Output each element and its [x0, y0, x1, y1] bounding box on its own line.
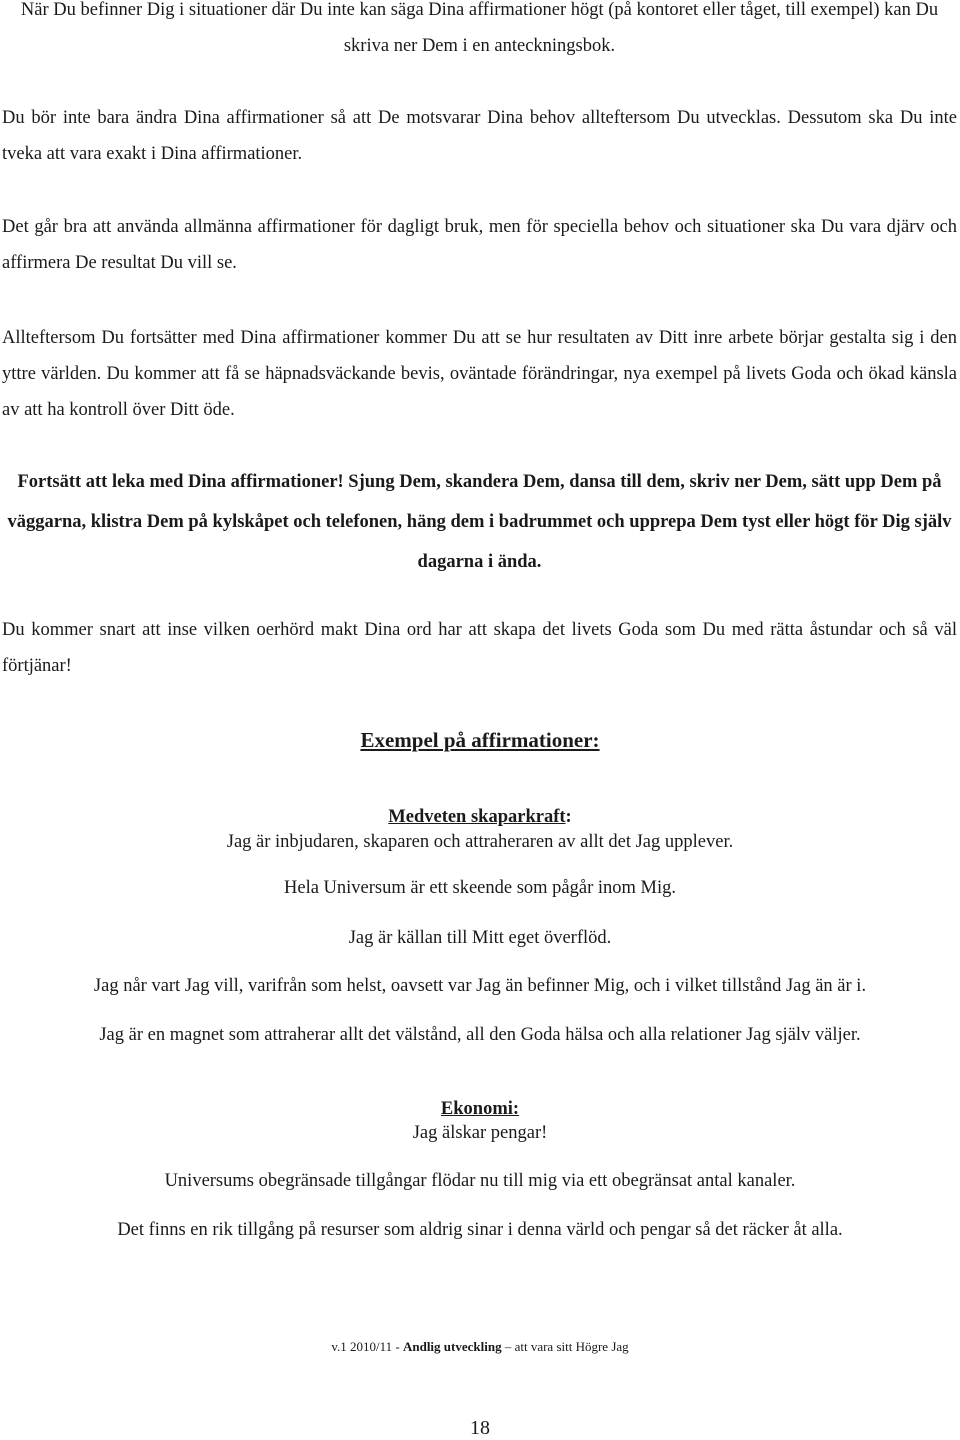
page-number: 18 [470, 1417, 490, 1439]
section-title-medveten-text: Medveten skaparkraft [388, 807, 566, 827]
affirmation-line: Jag når vart Jag vill, varifrån som helst, oavsett var Jag än befinner Mig, och i vilket tillstånd Jag än är i. [93, 976, 867, 996]
examples-heading: Exempel på affirmationer: [360, 728, 600, 752]
footer-subtitle: – att vara sitt Högre Jag [501, 1339, 629, 1354]
paragraph-1: När Du befinner Dig i situationer där Du inte kan säga Dina affirmationer högt (på kontoret eller tåget, till exempel) kan Du skriva ner Dem i en anteckningsbok. [20, 0, 939, 56]
paragraph-4: Allteftersom Du fortsätter med Dina affirmationer kommer Du att se hur resultaten av Ditt inre arbete börjar gestalta sig i den yttre världen. Du kommer att få se häpnadsväckande bevis, oväntade förändringar, nya exempel på livets Goda och ökad känsla av att ha kontroll över Ditt öde. [2, 328, 957, 420]
paragraph-2: Du bör inte bara ändra Dina affirmationer så att De motsvarar Dina behov allteftersom Du utvecklas. Dessutom ska Du inte tveka att vara exakt i Dina affirmationer. [2, 108, 957, 164]
footer-version: v.1 2010/11 - [331, 1339, 403, 1354]
section-title-ekonomi [0, 1098, 960, 1120]
section-title-medveten [0, 806, 960, 828]
paragraph-5-bold: Fortsätt att leka med Dina affirmationer! Sjung Dem, skandera Dem, dansa till dem, skriv ner Dem, sätt upp Dem på väggarna, klistra Dem på kylskåpet och telefonen, häng dem i badrummet och upprepa Dem tyst eller högt för Dig själv dagarna i ända. [7, 472, 952, 572]
affirmation-line: Jag är inbjudaren, skaparen och attraheraren av allt det Jag upplever. [226, 832, 734, 852]
affirmation-line: Det finns en rik tillgång på resurser som aldrig sinar i denna värld och pengar så det räcker åt alla. [117, 1220, 843, 1240]
paragraph-3: Det går bra att använda allmänna affirmationer för dagligt bruk, men för speciella behov och situationer ska Du vara djärv och affirmera De resultat Du vill se. [2, 217, 957, 273]
affirmation-line: Jag är en magnet som attraherar allt det välstånd, all den Goda hälsa och alla relationer Jag själv väljer. [99, 1025, 861, 1045]
footer-title: Andlig utveckling [402, 1339, 502, 1354]
section-title-ekonomi-text: Ekonomi: [440, 1099, 520, 1119]
page-footer [0, 1338, 960, 1356]
affirmation-line: Jag älskar pengar! [412, 1123, 548, 1143]
section-title-suffix: : [565, 807, 572, 827]
paragraph-6: Du kommer snart att inse vilken oerhörd makt Dina ord har att skapa det livets Goda som Du med rätta åstundar och så väl förtjänar! [2, 620, 957, 676]
affirmation-line: Jag är källan till Mitt eget överflöd. [348, 928, 612, 948]
affirmation-line: Universums obegränsade tillgångar flödar nu till mig via ett obegränsat antal kanaler. [164, 1171, 796, 1191]
affirmation-line: Hela Universum är ett skeende som pågår inom Mig. [284, 878, 676, 898]
